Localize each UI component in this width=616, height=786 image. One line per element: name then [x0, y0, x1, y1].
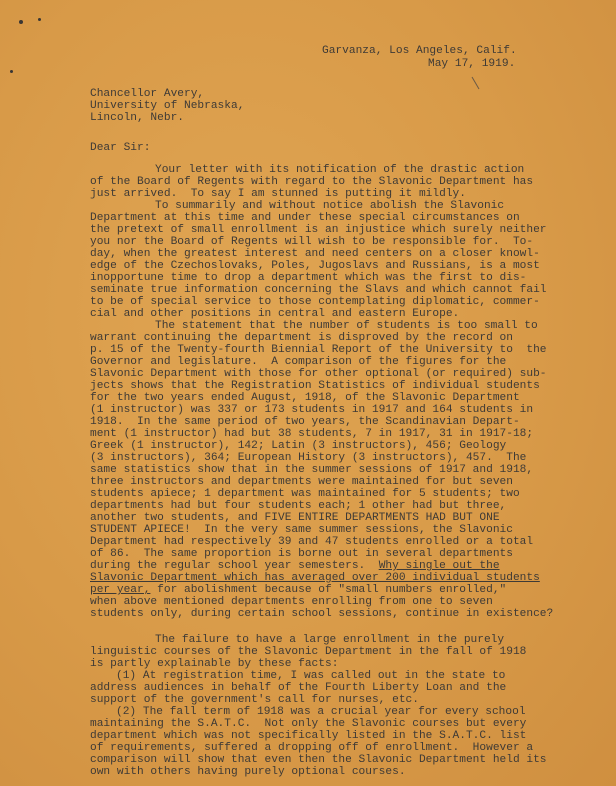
body-line: seminate true information concerning the Slavs and which cannot fail: [90, 284, 547, 296]
body-line: (1 instructor) was 337 or 173 students in 1917 and 164 students in: [90, 404, 534, 416]
body-line: STUDENT APIECE! In the very same summer sessions, the Slavonic: [90, 524, 513, 536]
body-line: Department at this time and under these special circumstances on: [90, 212, 520, 224]
body-line: another two students, and FIVE ENTIRE DEPARTMENTS HAD BUT ONE: [90, 512, 500, 524]
body-line: cial and other positions in central and eastern Europe.: [90, 308, 460, 320]
body-line: [90, 584, 506, 596]
body-line: when above mentioned departments enrolling from one to seven: [90, 596, 493, 608]
letter-place: Garvanza, Los Angeles, Calif.: [322, 45, 517, 57]
body-line: same statistics show that in the summer sessions of 1917 and 1918,: [90, 464, 534, 476]
body-line: of requirements, suffered a dropping off of enrollment. However a: [90, 742, 534, 754]
body-line: own with others having purely optional courses.: [90, 766, 406, 778]
body-line: students apiece; 1 department was maintained for 5 students; two: [90, 488, 520, 500]
body-line: maintaining the S.A.T.C. Not only the Slavonic courses but every: [90, 718, 527, 730]
body-line: Governor and legislature. A comparison of the figures for the: [90, 356, 507, 368]
body-line: day, when the greatest interest and need centers on a closer knowl-: [90, 248, 540, 260]
body-line: 1918. In the same period of two years, the Scandinavian Depart-: [90, 416, 520, 428]
salutation: Dear Sir:: [90, 142, 151, 154]
underlined-line: Slavonic Department which has averaged over 200 individual students: [90, 572, 540, 584]
body-line: you nor the Board of Regents will wish to be responsible for. To-: [90, 236, 534, 248]
body-line: is partly explainable by these facts:: [90, 658, 339, 670]
pencil-mark: [472, 77, 480, 90]
body-line: The statement that the number of students is too small to: [155, 320, 538, 332]
body-line: departments had but four students each; 1 other had but three,: [90, 500, 507, 512]
body-line: just arrived. To say I am stunned is putting it mildly.: [90, 188, 466, 200]
body-line: Slavonic Department with those for other optional (or required) sub-: [90, 368, 547, 380]
body-line: [90, 560, 500, 572]
body-line: Greek (1 instructor), 142; Latin (3 instructors), 456; Geology: [90, 440, 507, 452]
body-line: ment (1 instructor) had but 38 students, 7 in 1917, 31 in 1917-18;: [90, 428, 534, 440]
body-line: p. 15 of the Twenty-fourth Biennial Report of the University to the: [90, 344, 547, 356]
body-line: students only, during certain school sessions, continue in existence?: [90, 608, 554, 620]
letter-date: May 17, 1919.: [428, 58, 516, 70]
body-line: (1) At registration time, I was called out in the state to: [116, 670, 506, 682]
body-line: of 86. The same proportion is borne out in several departments: [90, 548, 513, 560]
body-line: the pretext of small enrollment is an injustice which surely neither: [90, 224, 547, 236]
body-line: to be of special service to those contemplating diplomatic, commer-: [90, 296, 540, 308]
underlined-text: per year,: [90, 584, 151, 596]
address-line: Lincoln, Nebr.: [90, 112, 184, 124]
body-line: The failure to have a large enrollment in the purely: [155, 634, 505, 646]
ink-spot: [19, 20, 23, 24]
body-line: To summarily and without notice abolish the Slavonic: [155, 200, 505, 212]
body-line: comparison will show that even then the Slavonic Department held its: [90, 754, 547, 766]
body-line: inopportune time to drop a department which was the first to dis-: [90, 272, 527, 284]
body-text: during the regular school year semesters.: [90, 560, 366, 572]
body-line: Your letter with its notification of the drastic action: [155, 164, 525, 176]
address-line: University of Nebraska,: [90, 100, 245, 112]
body-line: warrant continuing the department is disproved by the record on: [90, 332, 513, 344]
body-line: support of the government's call for nurses, etc.: [90, 694, 419, 706]
body-line: department which was not specifically listed in the S.A.T.C. list: [90, 730, 527, 742]
body-line: address audiences in behalf of the Fourth Liberty Loan and the: [90, 682, 507, 694]
body-line: edge of the Czechoslovaks, Poles, Jugoslavs and Russians, is a most: [90, 260, 540, 272]
body-line: for the two years ended August, 1918, of the Slavonic Department: [90, 392, 520, 404]
address-line: Chancellor Avery,: [90, 88, 205, 100]
body-line: Department had respectively 39 and 47 students enrolled or a total: [90, 536, 534, 548]
underlined-text: Why single out the: [378, 560, 500, 572]
ink-spot: [38, 18, 41, 21]
body-line: (2) The fall term of 1918 was a crucial year for every school: [116, 706, 526, 718]
body-line: three instructors and departments were maintained for but seven: [90, 476, 513, 488]
body-line: jects shows that the Registration Statistics of individual students: [90, 380, 540, 392]
body-text: for abolishment because of "small numbers enrolled,": [150, 584, 507, 596]
body-line: (3 instructors), 364; European History (3 instructors), 457. The: [90, 452, 527, 464]
ink-spot: [10, 70, 13, 73]
body-line: of the Board of Regents with regard to the Slavonic Department has: [90, 176, 534, 188]
body-line: linguistic courses of the Slavonic Department in the fall of 1918: [90, 646, 527, 658]
